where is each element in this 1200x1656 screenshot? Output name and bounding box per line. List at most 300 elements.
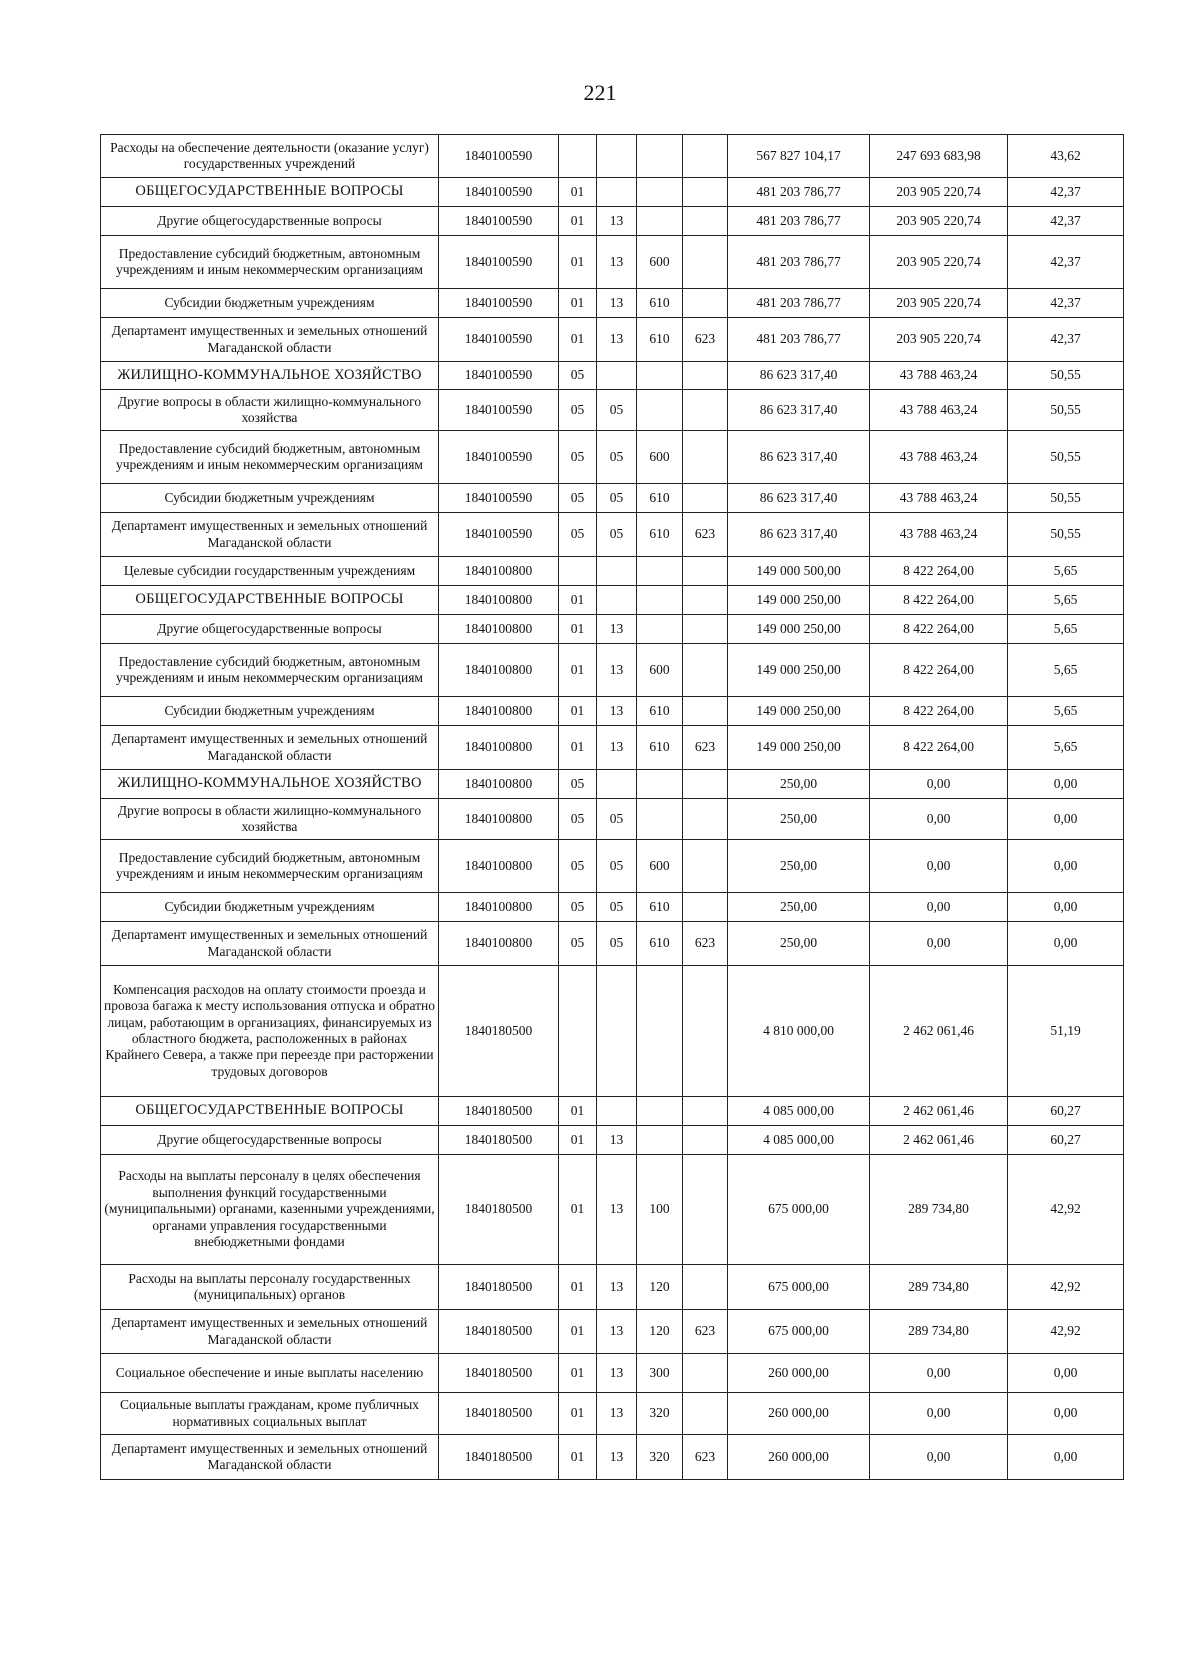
cell-plan: 149 000 250,00 (728, 615, 870, 644)
cell-target-article: 1840180500 (439, 1265, 559, 1310)
cell-plan: 675 000,00 (728, 1155, 870, 1265)
cell-percent: 0,00 (1008, 922, 1124, 966)
cell-percent: 42,92 (1008, 1310, 1124, 1354)
cell-target-article: 1840100590 (439, 390, 559, 431)
cell-ministry (683, 1354, 728, 1393)
cell-percent: 0,00 (1008, 770, 1124, 799)
cell-subsection: 13 (597, 615, 637, 644)
cell-subsection: 13 (597, 644, 637, 697)
cell-actual: 43 788 463,24 (870, 362, 1008, 390)
cell-name: Социальное обеспечение и иные выплаты населению (101, 1354, 439, 1393)
cell-expense-type (637, 557, 683, 586)
cell-plan: 250,00 (728, 893, 870, 922)
cell-actual: 0,00 (870, 770, 1008, 799)
cell-name: Компенсация расходов на оплату стоимости проезда и провоза багажа к месту использования отпуска и обратно лицам, работающим в организациях, финансируемых из областного бюджета, расположенных в районах Крайнего Севера, а также при переезде при расторжении трудовых договоров (101, 966, 439, 1097)
cell-ministry (683, 615, 728, 644)
cell-expense-type (637, 135, 683, 178)
cell-subsection: 05 (597, 799, 637, 840)
cell-subsection (597, 966, 637, 1097)
cell-plan: 250,00 (728, 840, 870, 893)
cell-expense-type (637, 1097, 683, 1126)
cell-subsection: 13 (597, 1435, 637, 1480)
table-row (101, 586, 1124, 615)
cell-target-article: 1840180500 (439, 966, 559, 1097)
cell-expense-type (637, 178, 683, 207)
cell-name: Субсидии бюджетным учреждениям (101, 484, 439, 513)
cell-ministry (683, 893, 728, 922)
cell-section: 01 (559, 726, 597, 770)
cell-section: 01 (559, 615, 597, 644)
budget-table (100, 134, 1124, 1480)
cell-ministry (683, 1265, 728, 1310)
table-row (101, 236, 1124, 289)
cell-name: Целевые субсидии государственным учреждениям (101, 557, 439, 586)
cell-plan: 86 623 317,40 (728, 390, 870, 431)
cell-target-article: 1840180500 (439, 1310, 559, 1354)
cell-percent: 50,55 (1008, 390, 1124, 431)
cell-subsection (597, 557, 637, 586)
cell-name: Субсидии бюджетным учреждениям (101, 893, 439, 922)
cell-plan: 481 203 786,77 (728, 207, 870, 236)
cell-name: Социальные выплаты гражданам, кроме публичных нормативных социальных выплат (101, 1393, 439, 1435)
cell-subsection: 13 (597, 1393, 637, 1435)
cell-plan: 86 623 317,40 (728, 431, 870, 484)
cell-name: ОБЩЕГОСУДАРСТВЕННЫЕ ВОПРОСЫ (101, 1097, 439, 1126)
cell-expense-type: 610 (637, 513, 683, 557)
table-row (101, 1393, 1124, 1435)
cell-expense-type: 320 (637, 1393, 683, 1435)
cell-section: 01 (559, 1393, 597, 1435)
cell-ministry (683, 178, 728, 207)
cell-name: Другие общегосударственные вопросы (101, 615, 439, 644)
cell-expense-type: 600 (637, 840, 683, 893)
cell-percent: 60,27 (1008, 1097, 1124, 1126)
cell-subsection: 13 (597, 1310, 637, 1354)
cell-expense-type: 600 (637, 236, 683, 289)
cell-section: 01 (559, 207, 597, 236)
cell-actual: 0,00 (870, 1354, 1008, 1393)
table-row (101, 1126, 1124, 1155)
cell-ministry (683, 840, 728, 893)
cell-name: ОБЩЕГОСУДАРСТВЕННЫЕ ВОПРОСЫ (101, 586, 439, 615)
cell-section: 05 (559, 431, 597, 484)
cell-name: ЖИЛИЩНО-КОММУНАЛЬНОЕ ХОЗЯЙСТВО (101, 362, 439, 390)
cell-plan: 481 203 786,77 (728, 178, 870, 207)
cell-section: 01 (559, 697, 597, 726)
cell-plan: 86 623 317,40 (728, 484, 870, 513)
cell-ministry (683, 966, 728, 1097)
cell-actual: 8 422 264,00 (870, 644, 1008, 697)
cell-subsection: 05 (597, 922, 637, 966)
budget-table-body (101, 135, 1124, 1480)
cell-actual: 0,00 (870, 893, 1008, 922)
cell-ministry (683, 207, 728, 236)
cell-actual: 289 734,80 (870, 1310, 1008, 1354)
cell-name: Предоставление субсидий бюджетным, автономным учреждениям и иным некоммерческим организациям (101, 236, 439, 289)
table-row (101, 840, 1124, 893)
cell-ministry (683, 390, 728, 431)
cell-target-article: 1840180500 (439, 1097, 559, 1126)
cell-target-article: 1840100800 (439, 586, 559, 615)
cell-ministry (683, 1126, 728, 1155)
cell-percent: 50,55 (1008, 484, 1124, 513)
cell-expense-type: 600 (637, 644, 683, 697)
cell-percent: 42,92 (1008, 1155, 1124, 1265)
cell-actual: 0,00 (870, 1393, 1008, 1435)
cell-plan: 4 085 000,00 (728, 1097, 870, 1126)
cell-percent: 60,27 (1008, 1126, 1124, 1155)
cell-subsection: 13 (597, 726, 637, 770)
cell-subsection: 05 (597, 893, 637, 922)
table-row (101, 135, 1124, 178)
cell-expense-type (637, 207, 683, 236)
cell-ministry: 623 (683, 1435, 728, 1480)
cell-ministry (683, 557, 728, 586)
cell-plan: 149 000 250,00 (728, 697, 870, 726)
cell-actual: 8 422 264,00 (870, 697, 1008, 726)
cell-subsection (597, 586, 637, 615)
cell-section: 01 (559, 644, 597, 697)
cell-target-article: 1840180500 (439, 1126, 559, 1155)
cell-plan: 250,00 (728, 922, 870, 966)
cell-subsection: 13 (597, 1265, 637, 1310)
cell-target-article: 1840100800 (439, 557, 559, 586)
cell-percent: 42,37 (1008, 207, 1124, 236)
cell-actual: 203 905 220,74 (870, 207, 1008, 236)
cell-name: Департамент имущественных и земельных отношений Магаданской области (101, 1435, 439, 1480)
table-row (101, 1155, 1124, 1265)
cell-ministry (683, 644, 728, 697)
cell-ministry (683, 1097, 728, 1126)
cell-subsection: 13 (597, 1155, 637, 1265)
cell-target-article: 1840100800 (439, 840, 559, 893)
cell-ministry (683, 799, 728, 840)
cell-expense-type: 610 (637, 893, 683, 922)
cell-section: 01 (559, 1097, 597, 1126)
cell-expense-type: 320 (637, 1435, 683, 1480)
cell-percent: 42,37 (1008, 318, 1124, 362)
cell-section: 01 (559, 1354, 597, 1393)
cell-ministry (683, 362, 728, 390)
cell-section: 05 (559, 893, 597, 922)
cell-expense-type (637, 586, 683, 615)
cell-target-article: 1840100800 (439, 644, 559, 697)
cell-actual: 289 734,80 (870, 1265, 1008, 1310)
cell-expense-type (637, 390, 683, 431)
cell-actual: 0,00 (870, 922, 1008, 966)
cell-expense-type (637, 362, 683, 390)
table-row (101, 697, 1124, 726)
cell-actual: 203 905 220,74 (870, 289, 1008, 318)
cell-subsection (597, 178, 637, 207)
cell-percent: 42,37 (1008, 289, 1124, 318)
table-row (101, 513, 1124, 557)
cell-section: 05 (559, 922, 597, 966)
cell-subsection: 05 (597, 390, 637, 431)
cell-target-article: 1840180500 (439, 1354, 559, 1393)
table-row (101, 1310, 1124, 1354)
cell-subsection: 13 (597, 318, 637, 362)
cell-name: Департамент имущественных и земельных отношений Магаданской области (101, 922, 439, 966)
table-row (101, 922, 1124, 966)
cell-plan: 675 000,00 (728, 1265, 870, 1310)
cell-target-article: 1840100800 (439, 770, 559, 799)
cell-target-article: 1840100800 (439, 922, 559, 966)
table-row (101, 1097, 1124, 1126)
cell-section: 05 (559, 770, 597, 799)
table-row (101, 726, 1124, 770)
table-row (101, 431, 1124, 484)
cell-plan: 149 000 250,00 (728, 586, 870, 615)
cell-percent: 0,00 (1008, 1354, 1124, 1393)
cell-percent: 50,55 (1008, 513, 1124, 557)
cell-actual: 289 734,80 (870, 1155, 1008, 1265)
cell-section (559, 135, 597, 178)
cell-name: Предоставление субсидий бюджетным, автономным учреждениям и иным некоммерческим организациям (101, 431, 439, 484)
cell-target-article: 1840100590 (439, 513, 559, 557)
cell-actual: 247 693 683,98 (870, 135, 1008, 178)
cell-subsection: 13 (597, 236, 637, 289)
cell-percent: 0,00 (1008, 1393, 1124, 1435)
cell-name: Расходы на обеспечение деятельности (оказание услуг) государственных учреждений (101, 135, 439, 178)
cell-ministry (683, 289, 728, 318)
cell-expense-type (637, 966, 683, 1097)
cell-ministry (683, 770, 728, 799)
cell-section: 05 (559, 513, 597, 557)
cell-target-article: 1840180500 (439, 1155, 559, 1265)
cell-percent: 43,62 (1008, 135, 1124, 178)
table-row (101, 289, 1124, 318)
cell-actual: 203 905 220,74 (870, 236, 1008, 289)
cell-expense-type: 120 (637, 1310, 683, 1354)
cell-target-article: 1840100800 (439, 799, 559, 840)
cell-expense-type: 610 (637, 289, 683, 318)
cell-percent: 51,19 (1008, 966, 1124, 1097)
cell-section: 01 (559, 1126, 597, 1155)
cell-actual: 43 788 463,24 (870, 484, 1008, 513)
cell-expense-type: 300 (637, 1354, 683, 1393)
table-row (101, 799, 1124, 840)
table-row (101, 390, 1124, 431)
cell-expense-type (637, 1126, 683, 1155)
cell-target-article: 1840100590 (439, 289, 559, 318)
cell-target-article: 1840100590 (439, 431, 559, 484)
cell-ministry: 623 (683, 1310, 728, 1354)
cell-ministry (683, 431, 728, 484)
cell-name: Другие общегосударственные вопросы (101, 1126, 439, 1155)
cell-ministry: 623 (683, 318, 728, 362)
cell-percent: 5,65 (1008, 697, 1124, 726)
cell-name: Предоставление субсидий бюджетным, автономным учреждениям и иным некоммерческим организациям (101, 644, 439, 697)
cell-expense-type: 610 (637, 697, 683, 726)
cell-target-article: 1840100590 (439, 236, 559, 289)
cell-percent: 42,37 (1008, 236, 1124, 289)
page-number: 221 (583, 80, 617, 105)
cell-plan: 481 203 786,77 (728, 318, 870, 362)
cell-percent: 0,00 (1008, 840, 1124, 893)
cell-subsection (597, 135, 637, 178)
cell-plan: 481 203 786,77 (728, 289, 870, 318)
cell-name: Субсидии бюджетным учреждениям (101, 289, 439, 318)
cell-percent: 50,55 (1008, 362, 1124, 390)
table-row (101, 1265, 1124, 1310)
cell-subsection (597, 362, 637, 390)
cell-plan: 86 623 317,40 (728, 362, 870, 390)
cell-subsection (597, 770, 637, 799)
cell-section: 01 (559, 586, 597, 615)
cell-subsection: 13 (597, 1126, 637, 1155)
cell-expense-type: 610 (637, 922, 683, 966)
cell-subsection: 13 (597, 1354, 637, 1393)
table-row (101, 207, 1124, 236)
cell-section: 01 (559, 1155, 597, 1265)
table-row (101, 318, 1124, 362)
cell-actual: 43 788 463,24 (870, 431, 1008, 484)
cell-subsection: 13 (597, 697, 637, 726)
cell-section (559, 966, 597, 1097)
cell-name: Расходы на выплаты персоналу в целях обеспечения выполнения функций государственными (муниципальными) органами, казенными учреждениями, органами управления государственными внебюджетными фондами (101, 1155, 439, 1265)
cell-actual: 2 462 061,46 (870, 1126, 1008, 1155)
cell-name: Предоставление субсидий бюджетным, автономным учреждениям и иным некоммерческим организациям (101, 840, 439, 893)
cell-percent: 50,55 (1008, 431, 1124, 484)
cell-expense-type: 600 (637, 431, 683, 484)
cell-subsection: 05 (597, 513, 637, 557)
cell-actual: 43 788 463,24 (870, 513, 1008, 557)
cell-target-article: 1840100590 (439, 484, 559, 513)
cell-percent: 5,65 (1008, 726, 1124, 770)
cell-section (559, 557, 597, 586)
cell-name: Департамент имущественных и земельных отношений Магаданской области (101, 318, 439, 362)
cell-name: ОБЩЕГОСУДАРСТВЕННЫЕ ВОПРОСЫ (101, 178, 439, 207)
cell-ministry (683, 484, 728, 513)
cell-ministry: 623 (683, 922, 728, 966)
cell-name: Департамент имущественных и земельных отношений Магаданской области (101, 513, 439, 557)
cell-percent: 5,65 (1008, 586, 1124, 615)
table-row (101, 1354, 1124, 1393)
cell-section: 01 (559, 1310, 597, 1354)
cell-plan: 149 000 250,00 (728, 726, 870, 770)
cell-section: 05 (559, 362, 597, 390)
cell-section: 01 (559, 289, 597, 318)
cell-actual: 2 462 061,46 (870, 1097, 1008, 1126)
cell-plan: 675 000,00 (728, 1310, 870, 1354)
cell-target-article: 1840180500 (439, 1435, 559, 1480)
cell-plan: 149 000 500,00 (728, 557, 870, 586)
cell-target-article: 1840100800 (439, 615, 559, 644)
table-row (101, 178, 1124, 207)
cell-expense-type: 120 (637, 1265, 683, 1310)
cell-target-article: 1840100590 (439, 207, 559, 236)
cell-subsection: 05 (597, 431, 637, 484)
cell-ministry: 623 (683, 726, 728, 770)
cell-target-article: 1840100800 (439, 893, 559, 922)
cell-name: Другие вопросы в области жилищно-коммунального хозяйства (101, 390, 439, 431)
cell-name: Расходы на выплаты персоналу государственных (муниципальных) органов (101, 1265, 439, 1310)
cell-actual: 8 422 264,00 (870, 557, 1008, 586)
cell-subsection: 05 (597, 840, 637, 893)
table-row (101, 615, 1124, 644)
cell-plan: 260 000,00 (728, 1393, 870, 1435)
cell-section: 01 (559, 236, 597, 289)
cell-percent: 5,65 (1008, 615, 1124, 644)
cell-expense-type: 610 (637, 484, 683, 513)
cell-actual: 8 422 264,00 (870, 615, 1008, 644)
cell-name: Другие вопросы в области жилищно-коммунального хозяйства (101, 799, 439, 840)
cell-plan: 4 085 000,00 (728, 1126, 870, 1155)
cell-target-article: 1840100800 (439, 697, 559, 726)
cell-percent: 0,00 (1008, 893, 1124, 922)
cell-percent: 5,65 (1008, 557, 1124, 586)
cell-percent: 0,00 (1008, 1435, 1124, 1480)
cell-plan: 250,00 (728, 770, 870, 799)
table-row (101, 557, 1124, 586)
table-row (101, 644, 1124, 697)
cell-target-article: 1840100590 (439, 318, 559, 362)
cell-target-article: 1840180500 (439, 1393, 559, 1435)
cell-subsection: 13 (597, 207, 637, 236)
cell-ministry (683, 586, 728, 615)
cell-percent: 42,92 (1008, 1265, 1124, 1310)
cell-section: 05 (559, 799, 597, 840)
cell-ministry: 623 (683, 513, 728, 557)
cell-percent: 5,65 (1008, 644, 1124, 697)
table-row (101, 362, 1124, 390)
cell-subsection: 13 (597, 289, 637, 318)
cell-actual: 8 422 264,00 (870, 726, 1008, 770)
cell-expense-type (637, 770, 683, 799)
cell-actual: 203 905 220,74 (870, 178, 1008, 207)
cell-name: Другие общегосударственные вопросы (101, 207, 439, 236)
table-row (101, 893, 1124, 922)
cell-expense-type (637, 799, 683, 840)
cell-plan: 481 203 786,77 (728, 236, 870, 289)
cell-actual: 0,00 (870, 799, 1008, 840)
cell-target-article: 1840100800 (439, 726, 559, 770)
cell-section: 01 (559, 1435, 597, 1480)
cell-actual: 2 462 061,46 (870, 966, 1008, 1097)
cell-expense-type: 610 (637, 726, 683, 770)
cell-target-article: 1840100590 (439, 362, 559, 390)
cell-plan: 260 000,00 (728, 1435, 870, 1480)
cell-expense-type (637, 615, 683, 644)
table-row (101, 966, 1124, 1097)
cell-expense-type: 610 (637, 318, 683, 362)
cell-actual: 0,00 (870, 1435, 1008, 1480)
cell-actual: 43 788 463,24 (870, 390, 1008, 431)
cell-target-article: 1840100590 (439, 135, 559, 178)
cell-actual: 203 905 220,74 (870, 318, 1008, 362)
cell-plan: 86 623 317,40 (728, 513, 870, 557)
cell-plan: 149 000 250,00 (728, 644, 870, 697)
cell-ministry (683, 1155, 728, 1265)
cell-expense-type: 100 (637, 1155, 683, 1265)
cell-section: 01 (559, 178, 597, 207)
table-row (101, 484, 1124, 513)
cell-subsection (597, 1097, 637, 1126)
cell-percent: 0,00 (1008, 799, 1124, 840)
cell-section: 05 (559, 840, 597, 893)
cell-actual: 0,00 (870, 840, 1008, 893)
cell-plan: 260 000,00 (728, 1354, 870, 1393)
cell-section: 05 (559, 390, 597, 431)
cell-name: ЖИЛИЩНО-КОММУНАЛЬНОЕ ХОЗЯЙСТВО (101, 770, 439, 799)
table-row (101, 770, 1124, 799)
cell-percent: 42,37 (1008, 178, 1124, 207)
cell-ministry (683, 1393, 728, 1435)
cell-name: Департамент имущественных и земельных отношений Магаданской области (101, 1310, 439, 1354)
cell-plan: 250,00 (728, 799, 870, 840)
cell-section: 05 (559, 484, 597, 513)
